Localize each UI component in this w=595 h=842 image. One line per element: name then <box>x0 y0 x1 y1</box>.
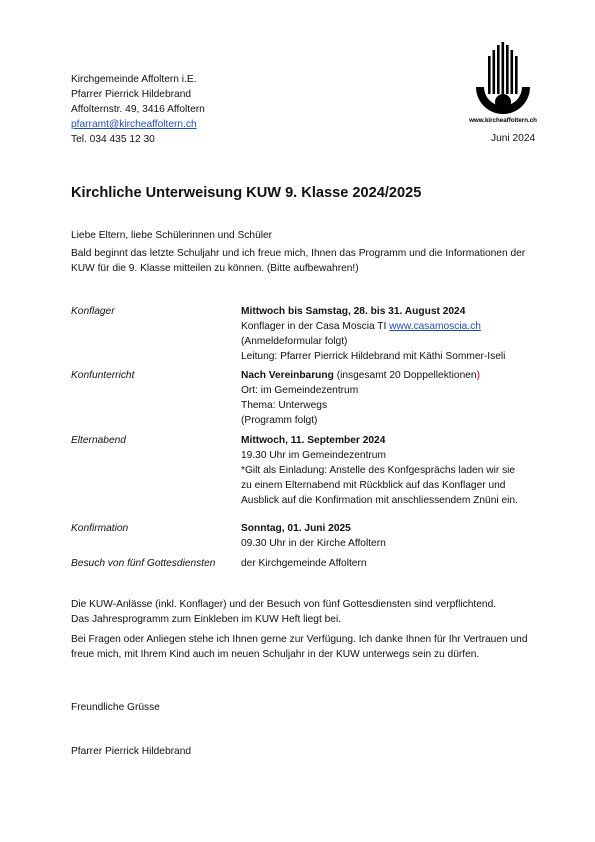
elternabend-note-3: Ausblick auf die Konfirmation mit anschliessendem Znüni ein. <box>241 495 518 506</box>
intro-paragraph: Bald beginnt das letzte Schuljahr und ich freue mich, Ihnen das Programm und die Informationen der KUW für die 9. Klasse mitteilen zu können. (Bitte aufbewahren!) <box>71 248 526 274</box>
elternabend-note-1: *Gilt als Einladung: Anstelle des Konfgesprächs laden wir sie <box>241 465 516 476</box>
obligation-line-1: Die KUW-Anlässe (inkl. Konflager) und der Besuch von fünf Gottesdiensten sind verpflichtend. <box>71 599 497 610</box>
konflager-label: Konflager <box>71 306 115 317</box>
elternabend-details <box>241 433 551 508</box>
sender-street: Affolternstr. 49, 3416 Affoltern <box>71 104 205 115</box>
konfunterricht-theme: Thema: Unterwegs <box>241 400 328 411</box>
konfirmation-time: 09.30 Uhr in der Kirche Affoltern <box>241 538 386 549</box>
konflager-location: Konflager in der Casa Moscia TI <box>241 321 390 332</box>
konfunterricht-program-note: (Programm folgt) <box>241 415 318 426</box>
sender-name: Kirchgemeinde Affoltern i.E. <box>71 74 197 85</box>
konflager-details <box>241 304 551 364</box>
sender-address <box>71 72 205 147</box>
elternabend-date: Mittwoch, 11. September 2024 <box>241 435 386 446</box>
konflager-form-note: (Anmeldeformular folgt) <box>241 336 348 347</box>
church-logo-icon <box>462 42 544 128</box>
konfunterricht-label: Konfunterricht <box>71 370 135 381</box>
greeting: Liebe Eltern, liebe Schülerinnen und Schüler <box>71 230 273 241</box>
signature-name: Pfarrer Pierrick Hildebrand <box>71 746 192 757</box>
konflager-leader: Leitung: Pfarrer Pierrick Hildebrand mit Käthi Sommer-Iseli <box>241 351 506 362</box>
elternabend-time: 19.30 Uhr im Gemeindezentrum <box>241 450 386 461</box>
questions-paragraph: Bei Fragen oder Anliegen stehe ich Ihnen gerne zur Verfügung. Ich danke Ihnen für Ihr Vertrauen und freue mich, mit Ihrem Kind auch im neuen Schuljahr in der KUW unterwegs sein zu dürfen. <box>71 634 528 660</box>
sender-email-link[interactable]: pfarramt@kircheaffoltern.ch <box>71 119 197 130</box>
konfunterricht-paren: ) <box>476 370 480 381</box>
letter-date: Juni 2024 <box>491 133 536 144</box>
elternabend-label: Elternabend <box>71 435 126 446</box>
konfunterricht-heading: Nach Vereinbarung <box>241 370 334 381</box>
konfirmation-date: Sonntag, 01. Juni 2025 <box>241 523 351 534</box>
church-logo <box>462 42 544 128</box>
konfirmation-label: Konfirmation <box>71 523 129 534</box>
sender-pastor: Pfarrer Pierrick Hildebrand <box>71 89 192 100</box>
konfunterricht-lessons: (insgesamt 20 Doppellektionen <box>333 370 477 381</box>
casamoscia-link[interactable]: www.casamoscia.ch <box>389 321 481 332</box>
konfunterricht-place: Ort: im Gemeindezentrum <box>241 385 359 396</box>
elternabend-note-2: zu einem Elternabend mit Rückblick auf das Konflager und <box>241 480 506 491</box>
sender-phone: Tel. 034 435 12 30 <box>71 134 155 145</box>
closing-greeting: Freundliche Grüsse <box>71 702 160 713</box>
obligation-paragraph <box>71 597 496 627</box>
konfunterricht-details <box>241 368 551 428</box>
logo-url-text: www.kircheaffoltern.ch <box>469 117 537 124</box>
gottesdienste-label: Besuch von fünf Gottesdiensten <box>71 558 216 569</box>
obligation-line-2: Das Jahresprogramm zum Einkleben im KUW Heft liegt bei. <box>71 614 342 625</box>
page-title: Kirchliche Unterweisung KUW 9. Klasse 2024/2025 <box>71 185 422 201</box>
gottesdienste-detail: der Kirchgemeinde Affoltern <box>241 558 367 569</box>
konflager-date: Mittwoch bis Samstag, 28. bis 31. August 2024 <box>241 306 466 317</box>
konfirmation-details <box>241 521 551 551</box>
